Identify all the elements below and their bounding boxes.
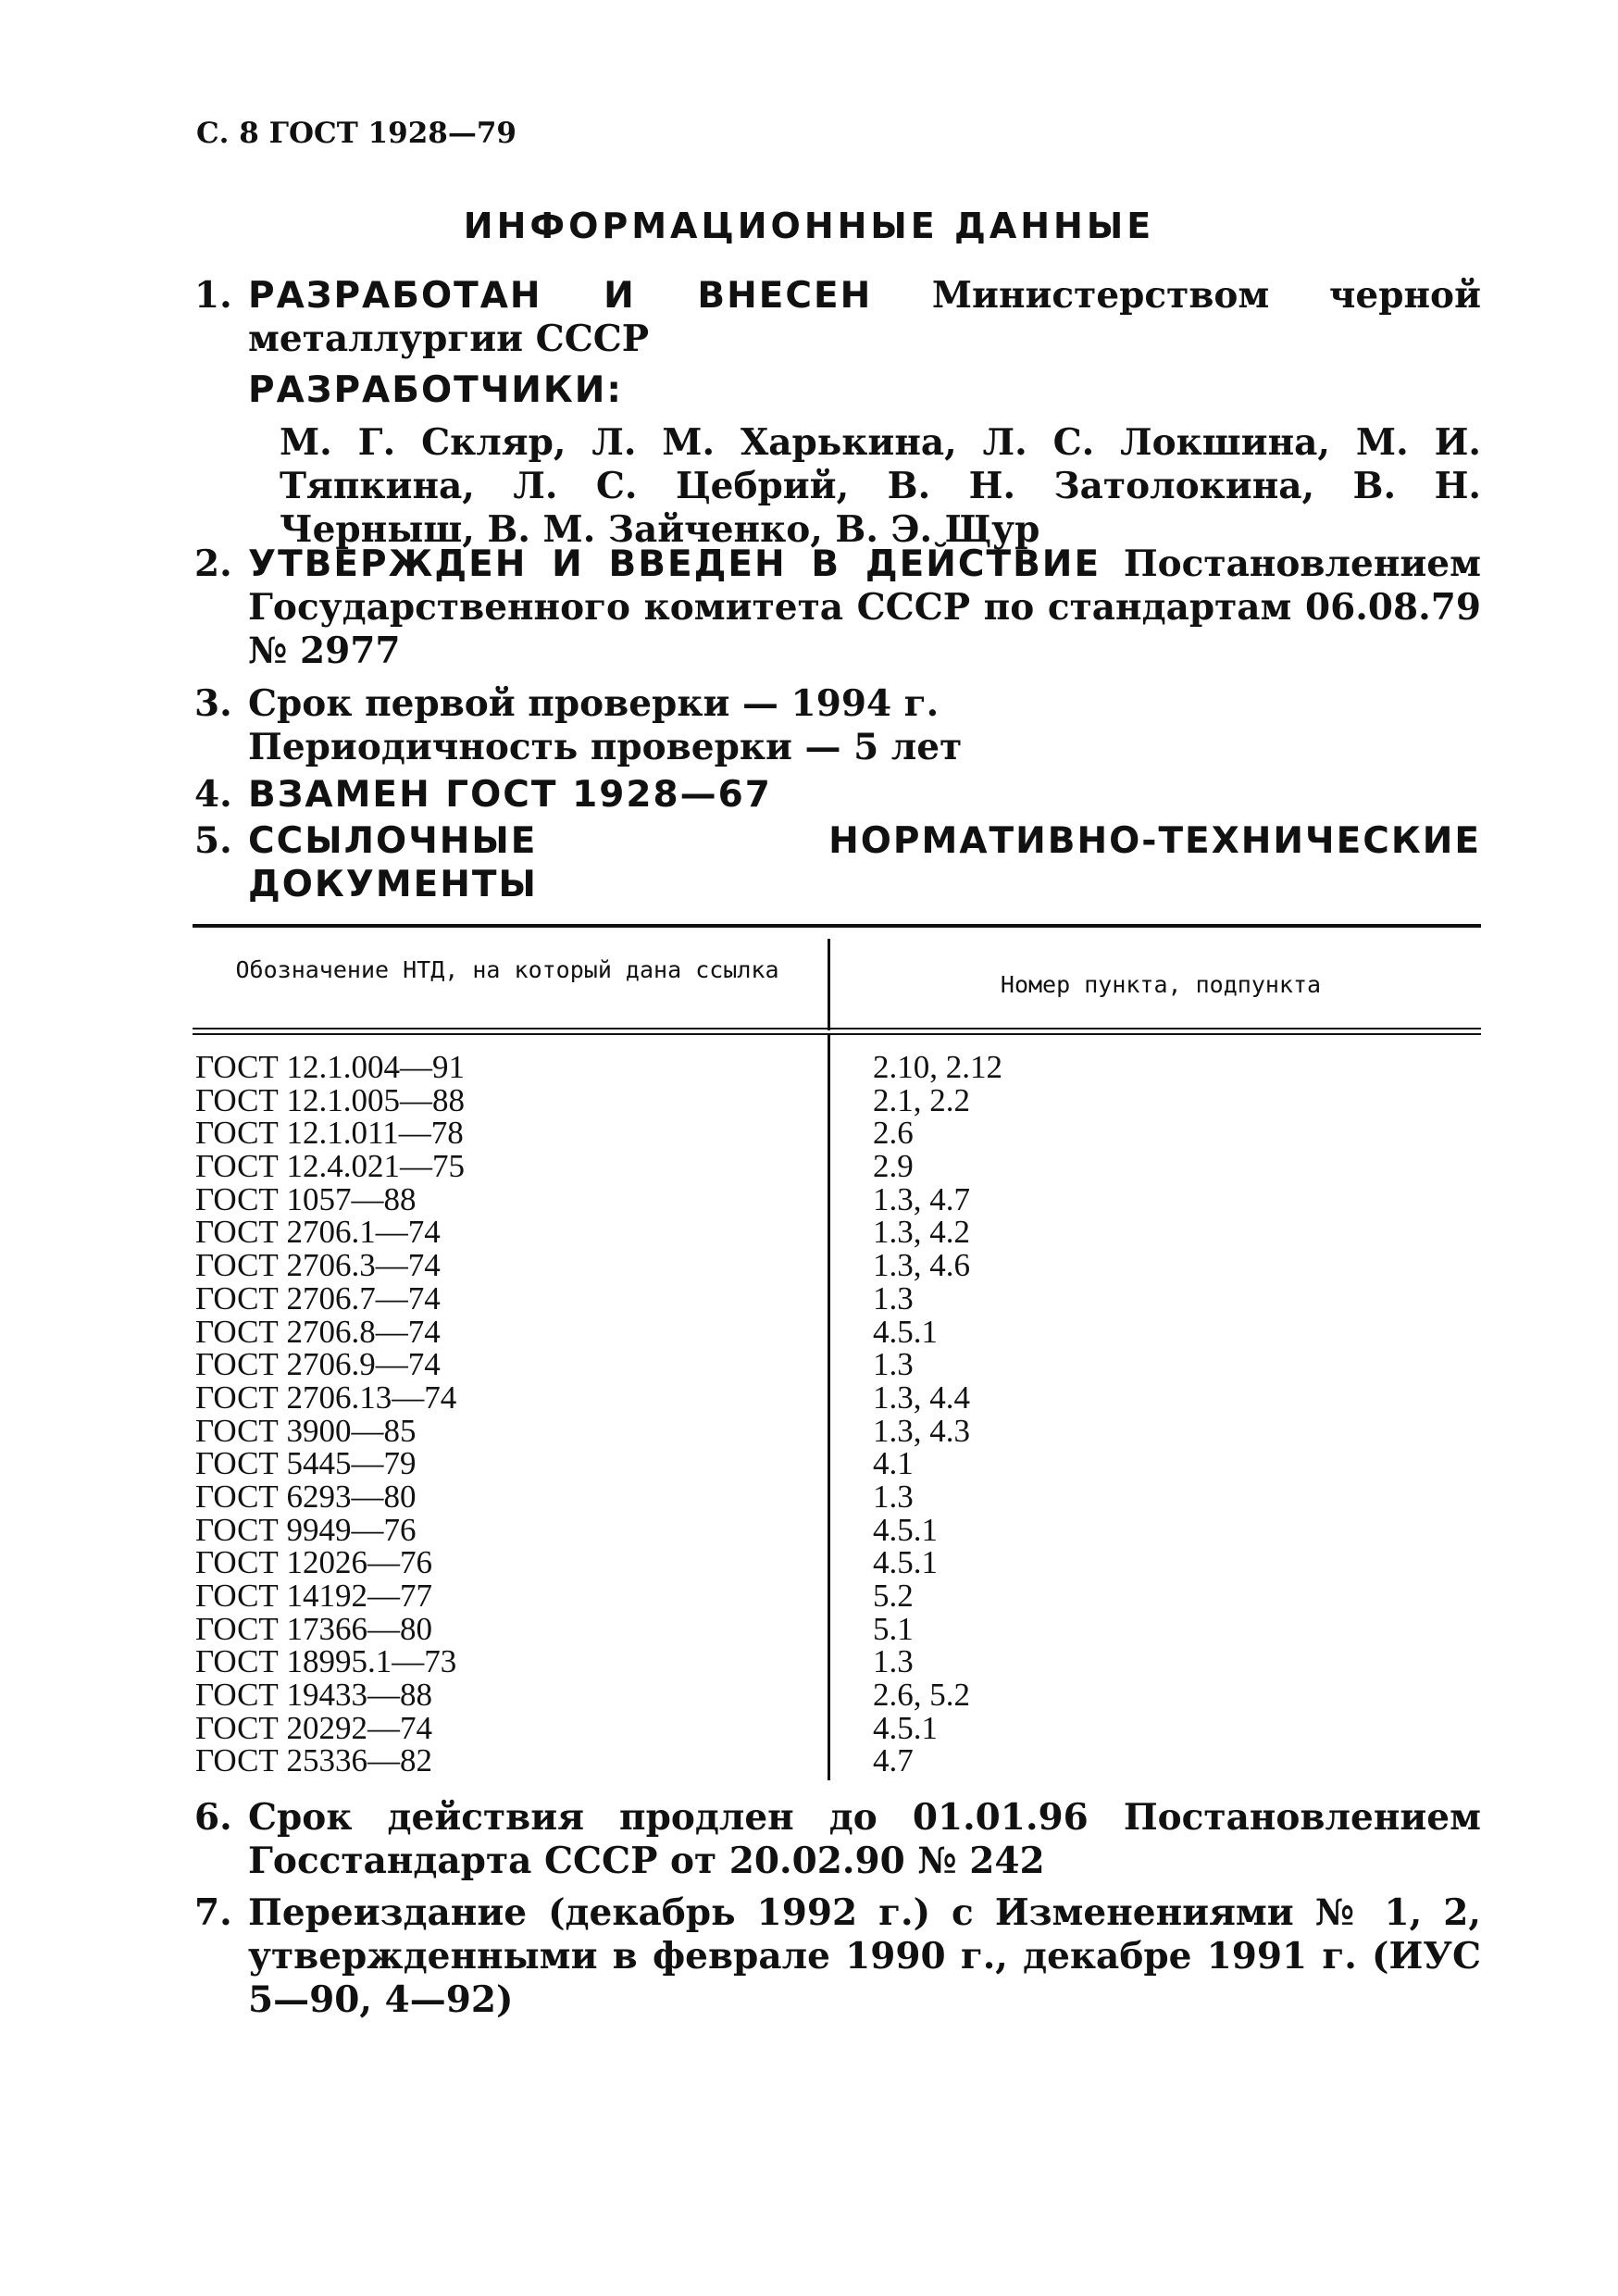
header-column-divider: [828, 939, 830, 1030]
item-1-body: Министерством черной металлургии СССР: [248, 274, 1481, 360]
table-row: [193, 1678, 1481, 1712]
table-row: [193, 1610, 1481, 1647]
item-7: [194, 1891, 1481, 2022]
table-row: [193, 1709, 1481, 1746]
item-number: 2.: [194, 543, 232, 585]
clause-number: 2.9: [873, 1148, 914, 1185]
table-row: [193, 1180, 1481, 1217]
table-row: [193, 1744, 1481, 1778]
clause-number: 5.1: [873, 1610, 914, 1647]
clause-number: 1.3, 4.2: [873, 1214, 970, 1251]
table-header-rule: [193, 1028, 1481, 1029]
ntd-designation: ГОСТ 12.1.004—91: [195, 1049, 466, 1085]
clause-number: 2.6, 5.2: [873, 1677, 970, 1714]
ntd-designation: ГОСТ 17366—80: [195, 1610, 433, 1647]
item-2: [194, 543, 1481, 673]
clause-number: 4.5.1: [873, 1313, 938, 1350]
clause-number: 1.3: [873, 1279, 914, 1316]
ntd-designation: ГОСТ 1057—88: [195, 1180, 417, 1217]
ntd-designation: ГОСТ 14192—77: [195, 1578, 433, 1614]
item-6-text: Срок действия продлен до 01.01.96 Постановлением Госстандарта СССР от 20.02.90 № 242: [248, 1796, 1481, 1882]
table-row: [193, 1081, 1481, 1118]
clause-number: 2.6: [873, 1115, 914, 1152]
table-row: [193, 1645, 1481, 1678]
table-row: [193, 1480, 1481, 1514]
item-3-line-1: Срок первой проверки — 1994 г.: [248, 682, 940, 725]
developers-list: М. Г. Скляр, Л. М. Харькина, Л. С. Локшина, М. И. Тяпкина, Л. С. Цебрий, В. Н. Затолокина, В. Н. Черныш, В. М. Зайченко, В. Э. Щур: [280, 421, 1481, 551]
item-2-caps: УТВЕРЖДЕН И ВВЕДЕН В ДЕЙСТВИЕ: [248, 543, 1101, 585]
ntd-designation: ГОСТ 2706.3—74: [195, 1247, 441, 1284]
table-header-rule-2: [193, 1033, 1481, 1035]
ntd-designation: ГОСТ 5445—79: [195, 1445, 417, 1482]
column-header-ntd: Обозначение НТД, на который дана ссылка: [235, 956, 779, 983]
ntd-designation: ГОСТ 18995.1—73: [195, 1643, 457, 1680]
table-body: [193, 1051, 1481, 1778]
table-row: [193, 1447, 1481, 1480]
table-row: [193, 1216, 1481, 1249]
clause-number: 1.3, 4.3: [873, 1412, 970, 1449]
item-3-line-2: Периодичность проверки — 5 лет: [248, 726, 963, 768]
item-1: [194, 274, 1481, 552]
clause-number: 4.1: [873, 1445, 914, 1482]
clause-number: 1.3: [873, 1643, 914, 1680]
clause-number: 1.3, 4.4: [873, 1379, 970, 1416]
ntd-designation: ГОСТ 9949—76: [195, 1511, 417, 1548]
ntd-designation: ГОСТ 2706.7—74: [195, 1279, 441, 1316]
item-4: [194, 773, 1481, 817]
table-row: [193, 1313, 1481, 1350]
ntd-designation: ГОСТ 25336—82: [195, 1742, 433, 1779]
clause-number: 5.2: [873, 1578, 914, 1614]
item-number: 5.: [194, 819, 232, 862]
column-header-clause: Номер пункта, подпункта: [1000, 971, 1322, 998]
ntd-designation: ГОСТ 3900—85: [195, 1412, 417, 1449]
item-number: 4.: [194, 773, 232, 816]
ntd-designation: ГОСТ 2706.9—74: [195, 1346, 441, 1383]
clause-number: 1.3, 4.7: [873, 1180, 970, 1217]
clause-number: 1.3: [873, 1478, 914, 1515]
ntd-designation: ГОСТ 12.4.021—75: [195, 1148, 466, 1185]
page-header: С. 8 ГОСТ 1928—79: [196, 117, 517, 150]
item-2-text: [248, 543, 1481, 673]
ntd-designation: ГОСТ 19433—88: [195, 1677, 433, 1714]
item-2-body: Постановлением Государственного комитета СССР по стандартам 06.08.79 № 2977: [248, 543, 1481, 672]
clause-number: 4.5.1: [873, 1709, 938, 1746]
ntd-designation: ГОСТ 12.1.005—88: [195, 1081, 466, 1118]
table-row: [193, 1412, 1481, 1449]
references-table: [193, 924, 1481, 1780]
item-number: 1.: [194, 274, 232, 317]
clause-number: 4.5.1: [873, 1511, 938, 1548]
table-row: [193, 1579, 1481, 1613]
ntd-designation: ГОСТ 2706.13—74: [195, 1379, 457, 1416]
table-top-rule: [193, 924, 1481, 928]
item-1-text: [248, 274, 1481, 361]
table-row: [193, 1117, 1481, 1150]
table-row: [193, 1546, 1481, 1579]
ntd-designation: ГОСТ 12.1.011—78: [195, 1115, 464, 1152]
ntd-designation: ГОСТ 12026—76: [195, 1544, 433, 1581]
table-row: [193, 1150, 1481, 1183]
item-number: 6.: [194, 1796, 232, 1839]
item-number: 7.: [194, 1891, 232, 1934]
item-6: [194, 1796, 1481, 1883]
ntd-designation: ГОСТ 2706.1—74: [195, 1214, 441, 1251]
developers-heading: РАЗРАБОТЧИКИ:: [248, 369, 623, 411]
table-row: [193, 1051, 1481, 1084]
item-5: [194, 819, 1481, 906]
document-title: ИНФОРМАЦИОННЫЕ ДАННЫЕ: [463, 206, 1155, 246]
item-number: 3.: [194, 682, 232, 725]
ntd-designation: ГОСТ 20292—74: [195, 1709, 433, 1746]
clause-number: 4.7: [873, 1742, 914, 1779]
ntd-designation: ГОСТ 2706.8—74: [195, 1313, 441, 1350]
item-1-caps: РАЗРАБОТАН И ВНЕСЕН: [248, 275, 873, 317]
item-3: [194, 682, 1481, 769]
table-row: [193, 1381, 1481, 1415]
table-row: [193, 1279, 1481, 1316]
table-row: [193, 1249, 1481, 1282]
item-4-text: ВЗАМЕН ГОСТ 1928—67: [248, 774, 772, 816]
clause-number: 2.1, 2.2: [873, 1081, 970, 1118]
clause-number: 2.10, 2.12: [873, 1049, 1002, 1085]
clause-number: 1.3, 4.6: [873, 1247, 970, 1284]
ntd-designation: ГОСТ 6293—80: [195, 1478, 417, 1515]
table-row: [193, 1348, 1481, 1381]
item-5-text: ССЫЛОЧНЫЕ НОРМАТИВНО-ТЕХНИЧЕСКИЕ ДОКУМЕНТЫ: [248, 820, 1481, 905]
table-row: [193, 1511, 1481, 1548]
clause-number: 1.3: [873, 1346, 914, 1383]
clause-number: 4.5.1: [873, 1544, 938, 1581]
item-7-text: Переиздание (декабрь 1992 г.) с Изменениями № 1, 2, утвержденными в феврале 1990 г., декабре 1991 г. (ИУС 5—90, 4—92): [248, 1891, 1481, 2021]
